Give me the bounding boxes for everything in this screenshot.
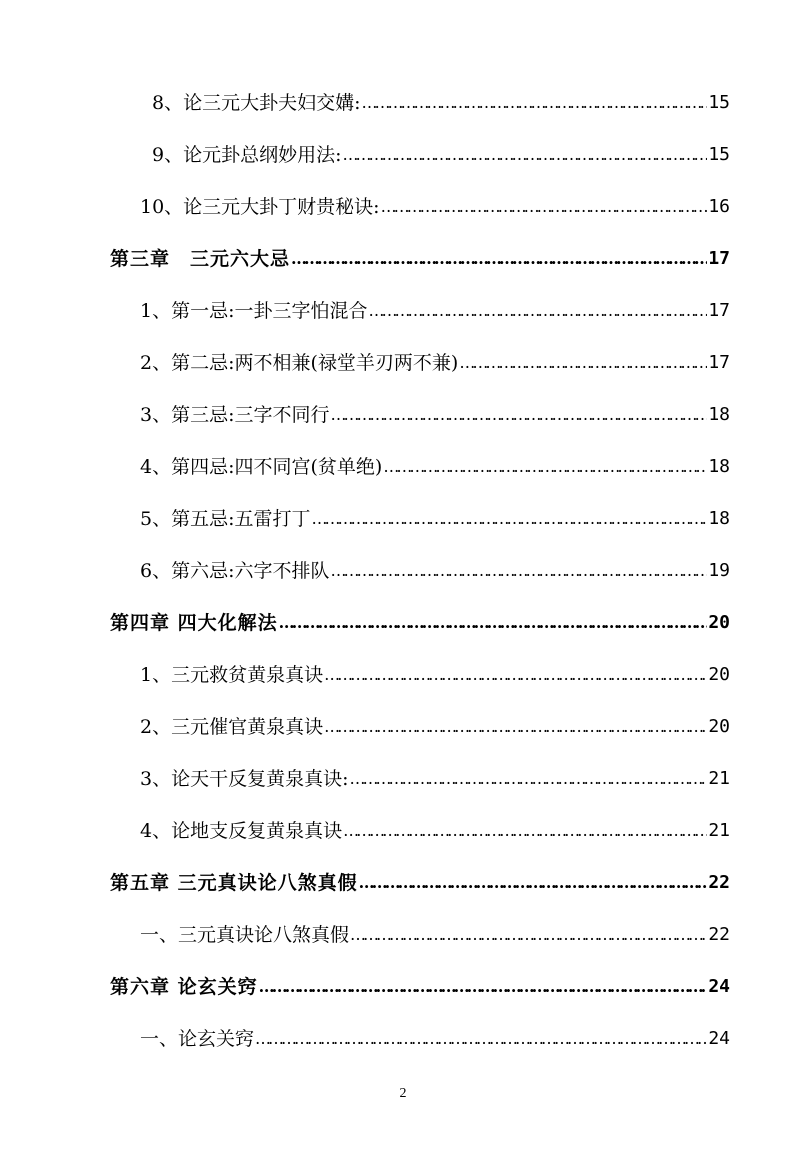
toc-entry [140,348,730,378]
toc-chapter [110,244,730,274]
toc-entry [152,88,730,118]
leader-dots [255,1024,707,1054]
toc-entry-label: 2、第二忌:两不相兼(禄堂羊刃两不兼) [140,352,459,374]
toc-entry [140,504,730,534]
leader-dots [279,608,708,638]
toc-entry-page: 20 [708,664,730,685]
toc-entry-page: 21 [708,820,730,841]
toc-entry-page: 19 [708,560,730,581]
toc-entry-label: 1、三元救贫黄泉真诀 [140,664,324,686]
leader-dots [324,660,707,690]
toc-chapter [110,608,730,638]
leader-dots [291,244,707,274]
toc-chapter-label: 第四章 四大化解法 [110,612,278,634]
leader-dots [331,556,708,586]
leader-dots [324,712,707,742]
toc-entry-page: 20 [708,716,730,737]
toc-entry [140,400,730,430]
toc-entry [140,1024,730,1054]
leader-dots [331,400,708,430]
toc-entry [140,660,730,690]
toc-entry [140,816,730,846]
leader-dots [343,816,707,846]
leader-dots [369,296,708,326]
toc-entry-page: 18 [708,456,730,477]
toc-entry-label: 2、三元催官黄泉真诀 [140,716,324,738]
toc-chapter-page: 20 [708,612,730,633]
toc-entry-label: 5、第五忌:五雷打丁 [140,508,311,530]
toc-entry [140,296,730,326]
toc-entry-page: 22 [708,924,730,945]
toc-entry-label: 6、第六忌:六字不排队 [140,560,330,582]
leader-dots [383,452,707,482]
toc-entry-page: 18 [708,404,730,425]
leader-dots [350,764,708,794]
toc-chapter [110,868,730,898]
toc-entry-page: 15 [708,92,730,113]
toc-entry-label: 4、论地支反复黄泉真诀 [140,820,343,842]
toc-entry-label: 1、第一忌:一卦三字怕混合 [140,300,368,322]
toc-chapter-page: 17 [708,248,730,269]
leader-dots [381,192,708,222]
toc-entry [140,920,730,950]
toc-entry-label: 一、论玄关窍 [140,1028,255,1050]
leader-dots [259,972,708,1002]
toc-entry-page: 17 [708,352,730,373]
toc-entry [140,192,730,222]
toc-entry-label: 9、论元卦总纲妙用法: [152,144,342,166]
toc-entry-label: 3、论天干反复黄泉真诀: [140,768,349,790]
toc-chapter-page: 24 [708,976,730,997]
toc-entry-page: 24 [708,1028,730,1049]
toc-entry-label: 3、第三忌:三字不同行 [140,404,330,426]
toc-chapter [110,972,730,1002]
leader-dots [359,868,708,898]
leader-dots [459,348,707,378]
toc-entry-label: 10、论三元大卦丁财贵秘诀: [140,196,380,218]
toc-chapter-label: 第六章 论玄关窍 [110,976,258,998]
toc-chapter-page: 22 [708,872,730,893]
leader-dots [312,504,708,534]
toc-entry-page: 21 [708,768,730,789]
toc-entry-label: 一、三元真诀论八煞真假 [140,924,350,946]
leader-dots [362,88,708,118]
toc-entry-label: 4、第四忌:四不同宫(贫单绝) [140,456,383,478]
toc-chapter-label: 第五章 三元真诀论八煞真假 [110,872,358,894]
toc-entry-page: 18 [708,508,730,529]
toc-chapter-label: 第三章 三元六大忌 [110,248,291,270]
toc-entry [152,140,730,170]
toc-entry [140,556,730,586]
leader-dots [343,140,708,170]
toc-entry-label: 8、论三元大卦夫妇交媾: [152,92,361,114]
toc-entry-page: 17 [708,300,730,321]
toc-entry-page: 16 [708,196,730,217]
toc-entry-page: 15 [708,144,730,165]
page-number: 2 [399,1086,407,1101]
toc-entry [140,452,730,482]
toc-entry [140,764,730,794]
toc-entry [140,712,730,742]
leader-dots [350,920,707,950]
